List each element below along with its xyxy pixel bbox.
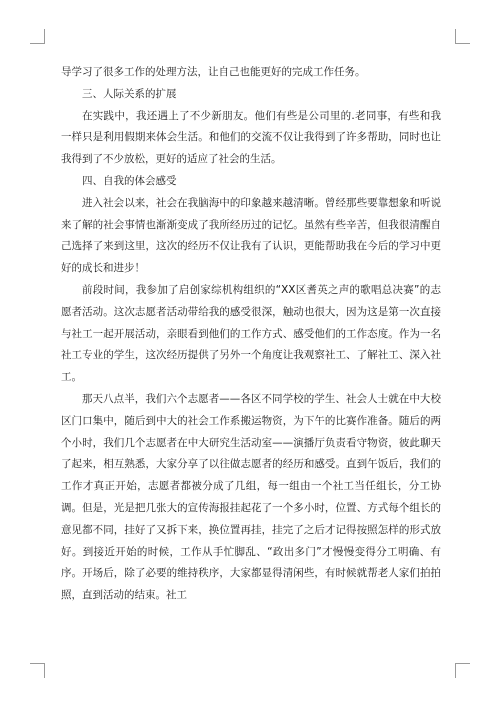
paragraph-volunteer-activity: 前段时间，我参加了启创家综机构组织的“XX区耆英之声的歌唱总决赛”的志愿者活动。这次志愿者活动带给我的感受很深，触动也很大，因为这是第一次直接与社工一起开展活动，亲眼看到他们的工作方式、感受他们的工作态度。作为一名社工专业的学生，这次经历提供了另外一个角度让我观察社工、了解社工、深入社工。 [61, 283, 441, 384]
crop-mark-top-left [30, 29, 45, 44]
document-page [61, 62, 441, 607]
section-heading-self-reflection: 四、自我的体会感受 [82, 174, 177, 187]
crop-mark-bottom-right [455, 663, 470, 678]
paragraph-continued: 导学习了很多工作的处理方法，让自己也能更好的完成工作任务。 [61, 66, 366, 78]
crop-mark-bottom-left [30, 663, 45, 678]
paragraph-new-friends: 在实践中，我还遇上了不少新朋友。他们有些是公司里的.老同事，有些和我一样只是利用假期来体会生活。和他们的交流不仅让我得到了许多帮助，同时也让我得到了不少放松，更好的适应了社会的生活。 [61, 109, 441, 166]
paragraph-entering-society: 进入社会以来，社会在我脑海中的印象越来越清晰。曾经那些要靠想象和听说来了解的社会事情也渐渐变成了我所经历过的记忆。虽然有些辛苦，但我很清醒自己选择了来到这里，这次的经历不仅让我有了认识，更能帮助我在今后的学习中更好的成长和进步！ [61, 196, 441, 275]
paragraph-event-day: 那天八点半，我们六个志愿者——各区不同学校的学生、社会人士就在中大校区门口集中，随后到中大的社会工作系搬运物资，为下午的比赛作准备。随后的两个小时，我们几个志愿者在中大研究生活动室——演播厅负责看守物资，彼此聊天了起来，相互熟悉，大家分享了以往做志愿者的经历和感受。直到午饭后，我们的工作才真正开始，志愿者都被分成了几组，每一组由一个社工当任组长，分工协调。但是，光是把几张大的宣传海报挂起花了一个多小时，位置、方式每个组长的意见都不同，挂好了又拆下来，换位置再挂，挂完了之后才记得按照怎样的形式放好。到接近开始的时候，工作从手忙脚乱、“政出多门”才慢慢变得分工明确、有序。开场后，除了必要的维持秩序，大家都显得清闲些，有时候就帮老人家们拍拍照，直到活动的结束。社工 [61, 392, 441, 602]
section-heading-relationships: 三、人际关系的扩展 [82, 87, 177, 100]
crop-mark-top-right [455, 29, 470, 44]
